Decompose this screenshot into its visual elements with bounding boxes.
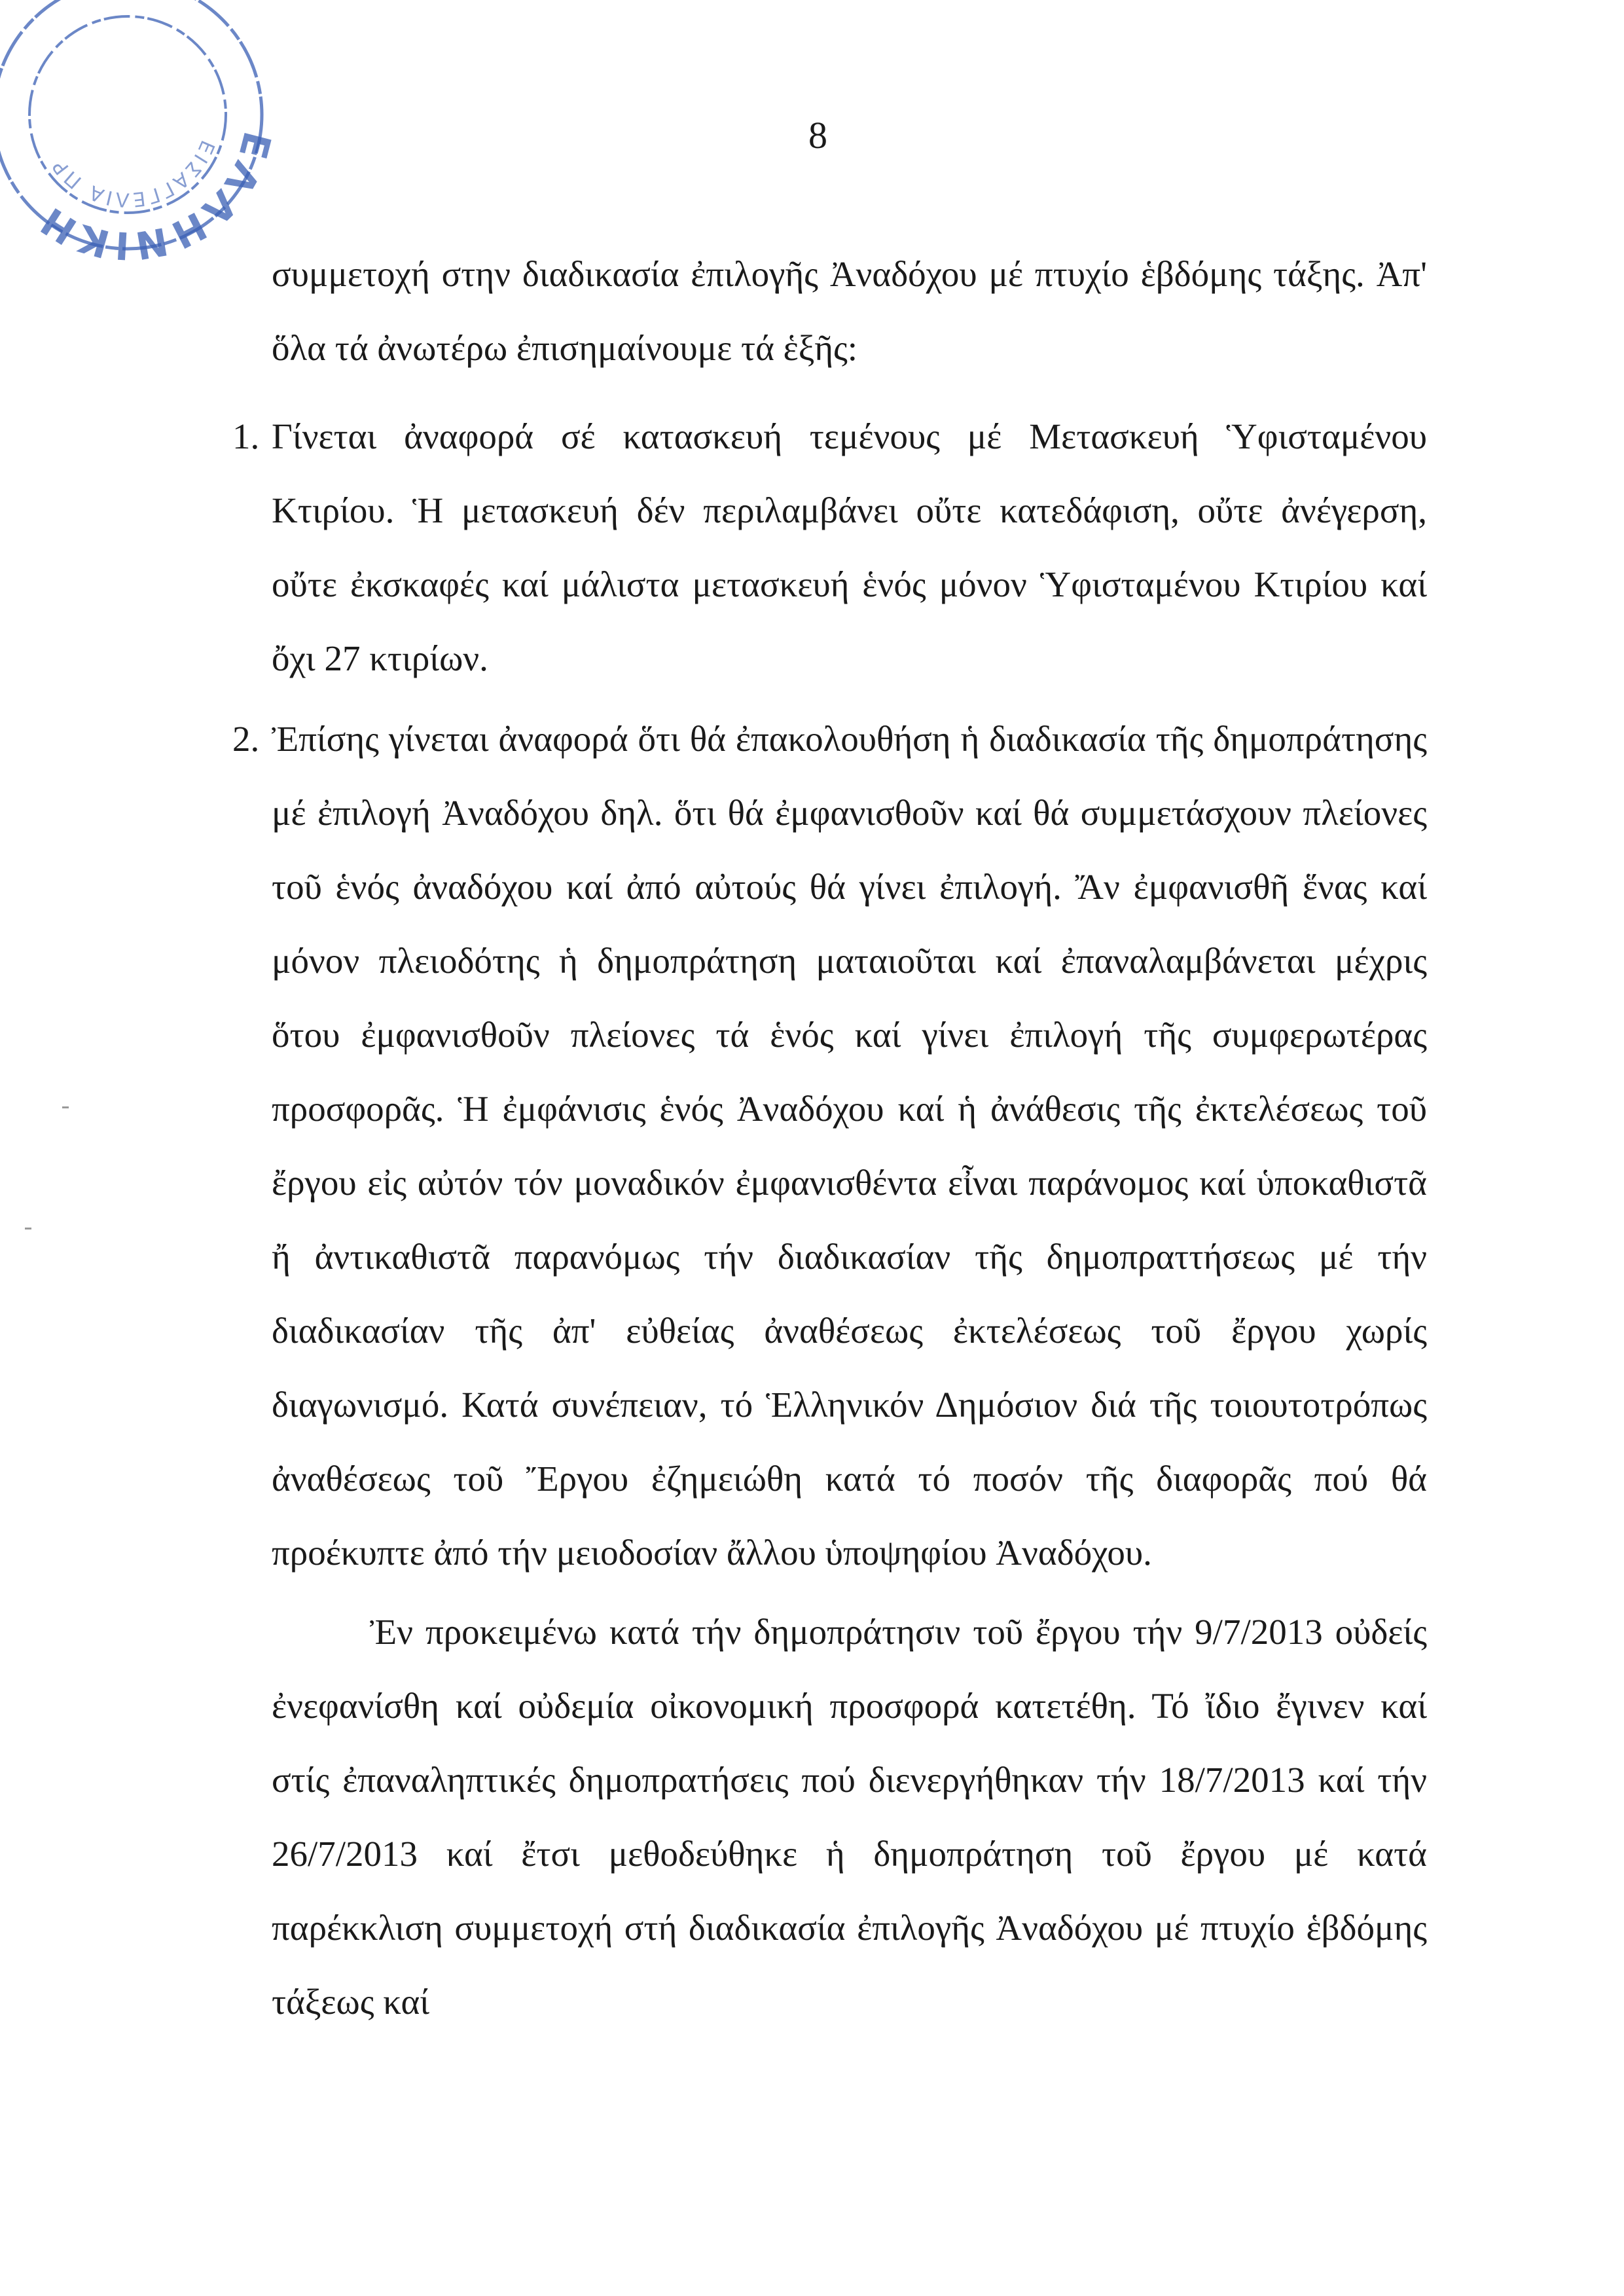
stamp-ring-text: ΕΛΛΗΝΙΚΗ: [30, 127, 280, 268]
list-item-text: Γίνεται ἀναφορά σέ κατασκευή τεμένους μέ Μετασκευή Ὑφισταμένου Κτιρίου. Ἡ μετασκευή δέν περιλαμβάνει οὔτε κατεδάφιση, οὔτε ἀνέγερση, οὔτε ἐκσκαφές καί μάλιστα μετασκευή ἑνός μόνον Ὑφισταμένου Κτιρίου καί ὄχι 27 κτιρίων.: [272, 416, 1427, 678]
document-body: [232, 237, 1427, 2039]
scan-mark: [62, 1106, 69, 1108]
page-number: 8: [808, 114, 827, 156]
list-item-text: Ἐπίσης γίνεται ἀναφορά ὅτι θά ἐπακολουθήση ἡ διαδικασία τῆς δημοπράτησης μέ ἐπιλογή Ἀναδόχου δηλ. ὅτι θά ἐμφανισθοῦν καί θά συμμετάσχουν πλείονες τοῦ ἑνός ἀναδόχου καί ἀπό αὐτούς θά γίνει ἐπιλογή. Ἄν ἐμφανισθῆ ἕνας καί μόνον πλειοδότης ἡ δημοπράτηση ματαιοῦται καί ἐπαναλαμβάνεται μέχρις ὅτου ἐμφανισθοῦν πλείονες τά ἑνός καί γίνει ἐπιλογή τῆς συμφερωτέρας προσφορᾶς. Ἡ ἐμφάνισις ἑνός Ἀναδόχου καί ἡ ἀνάθεσις τῆς ἐκτελέσεως τοῦ ἔργου εἰς αὐτόν τόν μοναδικόν ἐμφανισθέντα εἶναι παράνομος καί ὑποκαθιστᾶ ἤ ἀντικαθιστᾶ παρανόμως τήν διαδικασίαν τῆς δημοπραττήσεως μέ τήν διαδικασίαν τῆς ἀπ' εὐθείας ἀναθέσεως ἐκτελέσεως τοῦ ἔργου χωρίς διαγωνισμό. Κατά συνέπειαν, τό Ἑλληνικόν Δημόσιον διά τῆς τοιουτοτρόπως ἀναθέσεως τοῦ Ἔργου ἐζημειώθη κατά τό ποσόν τῆς διαφορᾶς πού θά προέκυπτε ἀπό τήν μειοδοσίαν ἄλλου ὑποψηφίου Ἀναδόχου.: [272, 719, 1427, 1573]
list-item-number: 2.: [232, 719, 260, 759]
list-item: [232, 399, 1427, 695]
list-item-number: 1.: [232, 416, 260, 456]
list-item: [232, 702, 1427, 1590]
svg-text:ΕΙΣΑΓΓΕΛΙΑ ΠΡ: [47, 137, 219, 211]
closing-paragraph: Ἐν προκειμένω κατά τήν δημοπράτησιν τοῦ ἔργου τήν 9/7/2013 οὐδείς ἐνεφανίσθη καί οὐδεμία οἰκονομική προσφορά κατετέθη. Τό ἴδιο ἔγινεν καί στίς ἐπαναληπτικές δημοπρατήσεις πού διενεργήθηκαν τήν 18/7/2013 καί τήν 26/7/2013 καί ἔτσι μεθοδεύθηκε ἡ δημοπράτηση τοῦ ἔργου μέ κατά παρέκκλιση συμμετοχή στή διαδικασία ἐπιλογῆς Ἀναδόχου μέ πτυχίο ἑβδόμης τάξεως καί: [272, 1612, 1427, 2022]
official-stamp: [0, 0, 281, 268]
scan-mark: [25, 1228, 31, 1230]
stamp-inner-text: ΕΙΣΑΓΓΕΛΙΑ ΠΡ: [46, 137, 219, 211]
intro-paragraph: συμμετοχή στην διαδικασία ἐπιλογῆς Ἀναδόχου μέ πτυχίο ἑβδόμης τάξης. Ἀπ' ὅλα τά ἀνωτέρω ἐπισημαίνουμε τά ἑξῆς:: [272, 254, 1427, 368]
numbered-list: [232, 399, 1427, 1590]
